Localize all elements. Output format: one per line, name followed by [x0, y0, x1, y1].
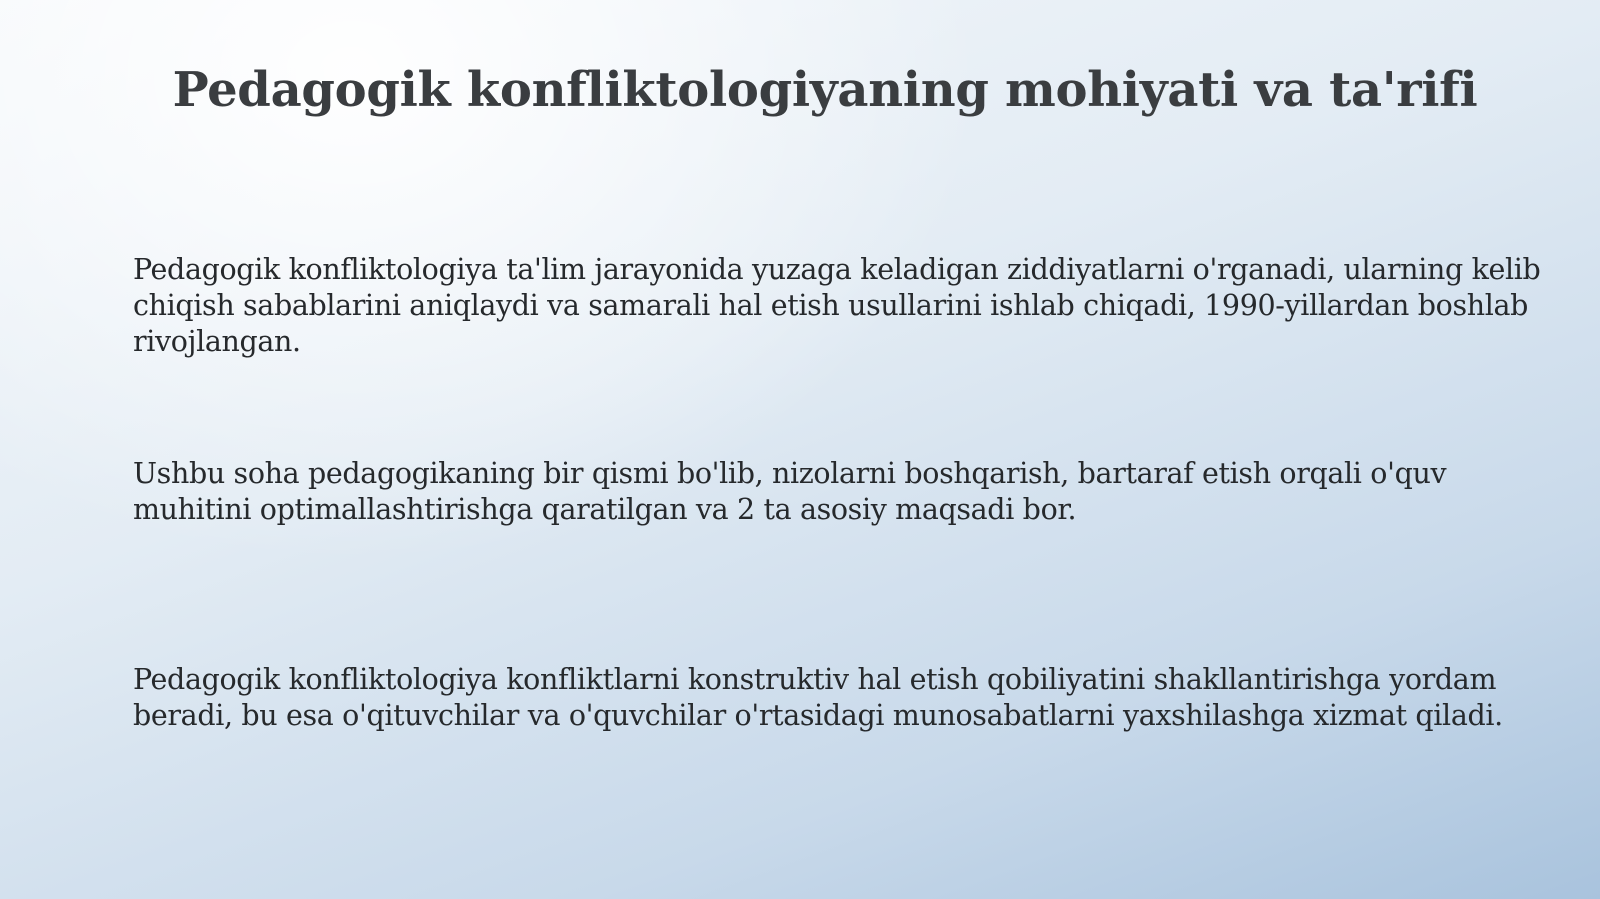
paragraph-benefit: Pedagogik konfliktologiya konfliktlarni konstruktiv hal etish qobiliyatini shakllantirishga yordam beradi, bu esa o'qituvchilar va o'quvchilar o'rtasidagi munosabatlarni yaxshilashga xizmat qiladi. [133, 663, 1503, 732]
paragraph-definition: Pedagogik konfliktologiya ta'lim jarayonida yuzaga keladigan ziddiyatlarni o'rganadi, ularning kelib chiqish sabablarini aniqlaydi va samarali hal etish usullarini ishlab chiqadi, 1990-yillardan boshlab rivojlangan. [133, 253, 1541, 358]
slide-title: Pedagogik konfliktologiyaning mohiyati va ta'rifi [172, 62, 1478, 118]
paragraph-scope: Ushbu soha pedagogikaning bir qismi bo'lib, nizolarni boshqarish, bartaraf etish orqali o'quv muhitini optimallashtirishga qaratilgan va 2 ta asosiy maqsadi bor. [133, 457, 1447, 526]
